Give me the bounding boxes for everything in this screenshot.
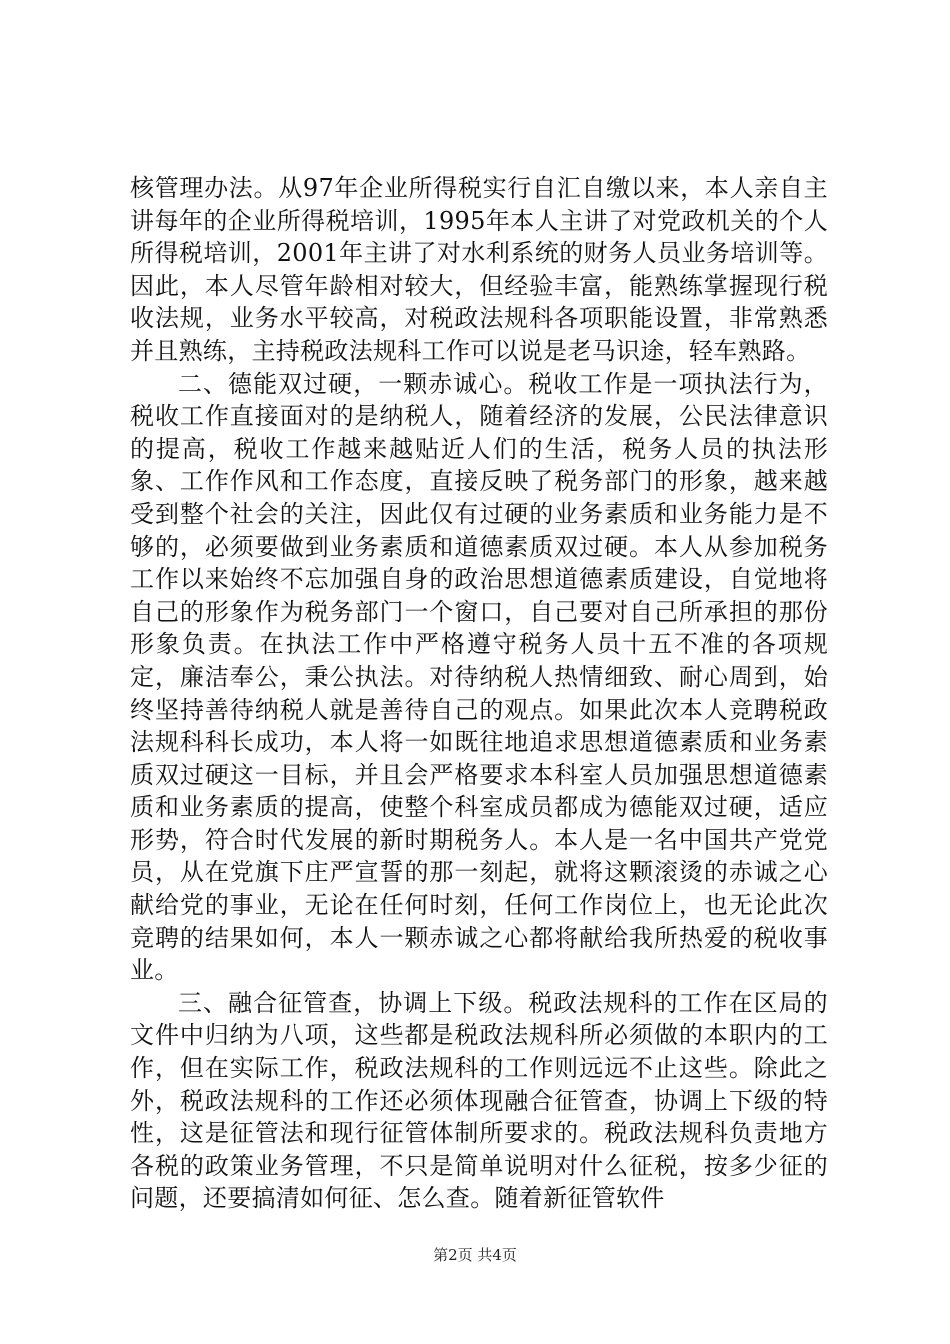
document-body — [130, 172, 828, 1215]
page-number-footer: 第2页 共4页 — [433, 1246, 517, 1264]
paragraph-section-three: 三、融合征管查，协调上下级。税政法规科的工作在区局的文件中归纳为八项，这些都是税政法规科所必须做的本职内的工作，但在实际工作，税政法规科的工作则远远不止这些。除此之外，税政法规科的工作还必须体现融合征管查，协调上下级的特性，这是征管法和现行征管体制所要求的。税政法规科负责地方各税的政策业务管理，不只是简单说明对什么征税，按多少征的问题，还要搞清如何征、怎么查。随着新征管软件 — [130, 988, 828, 1213]
paragraph-continuation: 核管理办法。从97年企业所得税实行自汇自缴以来，本人亲自主讲每年的企业所得税培训，1995年本人主讲了对党政机关的个人所得税培训，2001年主讲了对水利系统的财务人员业务培训等。因此，本人尽管年龄相对较大，但经验丰富，能熟练掌握现行税收法规，业务水平较高，对税政法规科各项职能设置，非常熟悉并且熟练，主持税政法规科工作可以说是老马识途，轻车熟路。 — [130, 174, 828, 365]
paragraph-section-two: 二、德能双过硬，一颗赤诚心。税收工作是一项执法行为，税收工作直接面对的是纳税人，随着经济的发展，公民法律意识的提高，税收工作越来越贴近人们的生活，税务人员的执法形象、工作作风和工作态度，直接反映了税务部门的形象，越来越受到整个社会的关注，因此仅有过硬的业务素质和业务能力是不够的，必须要做到业务素质和道德素质双过硬。本人从参加税务工作以来始终不忘加强自身的政治思想道德素质建设，自觉地将自己的形象作为税务部门一个窗口，自己要对自己所承担的那份形象负责。在执法工作中严格遵守税务人员十五不准的各项规定，廉洁奉公，秉公执法。对待纳税人热情细致、耐心周到，始终坚持善待纳税人就是善待自己的观点。如果此次本人竞聘税政法规科科长成功，本人将一如既往地追求思想道德素质和业务素质双过硬这一目标，并且会严格要求本科室人员加强思想道德素质和业务素质的提高，使整个科室成员都成为德能双过硬，适应形势，符合时代发展的新时期税务人。本人是一名中国共产党党员，从在党旗下庄严宣誓的那一刻起，就将这颗滚烫的赤诚之心献给党的事业，无论在任何时刻，任何工作岗位上，也无论此次竞聘的结果如何，本人一颗赤诚之心都将献给我所热爱的税收事业。 — [130, 369, 828, 985]
